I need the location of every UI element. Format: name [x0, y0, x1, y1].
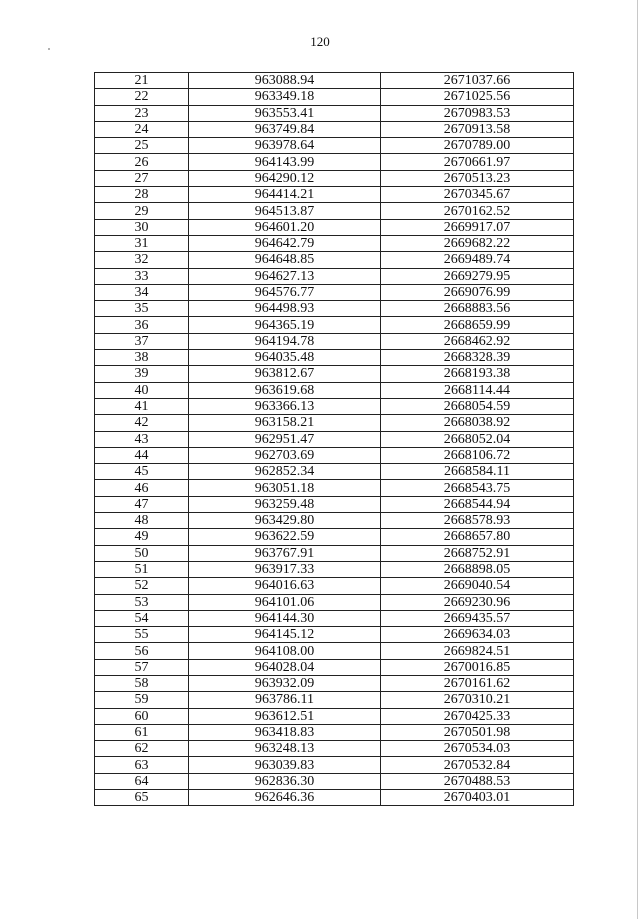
y-coordinate-cell: 2670983.53	[381, 105, 574, 121]
table-row	[95, 89, 574, 105]
y-coordinate-cell: 2668544.94	[381, 496, 574, 512]
x-coordinate-cell: 964016.63	[189, 578, 381, 594]
x-coordinate-cell: 963429.80	[189, 513, 381, 529]
point-number-cell: 60	[95, 708, 189, 724]
table-row	[95, 773, 574, 789]
point-number-cell: 26	[95, 154, 189, 170]
x-coordinate-cell: 964513.87	[189, 203, 381, 219]
point-number-cell: 31	[95, 235, 189, 251]
x-coordinate-cell: 963158.21	[189, 415, 381, 431]
point-number-cell: 23	[95, 105, 189, 121]
point-number-cell: 55	[95, 627, 189, 643]
x-coordinate-cell: 964194.78	[189, 333, 381, 349]
y-coordinate-cell: 2670425.33	[381, 708, 574, 724]
point-number-cell: 34	[95, 284, 189, 300]
point-number-cell: 35	[95, 301, 189, 317]
y-coordinate-cell: 2668054.59	[381, 398, 574, 414]
table-row	[95, 675, 574, 691]
table-row	[95, 724, 574, 740]
point-number-cell: 57	[95, 659, 189, 675]
point-number-cell: 59	[95, 692, 189, 708]
x-coordinate-cell: 964498.93	[189, 301, 381, 317]
point-number-cell: 39	[95, 366, 189, 382]
point-number-cell: 33	[95, 268, 189, 284]
point-number-cell: 44	[95, 447, 189, 463]
y-coordinate-cell: 2668659.99	[381, 317, 574, 333]
y-coordinate-cell: 2669917.07	[381, 219, 574, 235]
table-row	[95, 187, 574, 203]
table-row	[95, 627, 574, 643]
point-number-cell: 48	[95, 513, 189, 529]
table-row	[95, 496, 574, 512]
x-coordinate-cell: 963786.11	[189, 692, 381, 708]
point-number-cell: 40	[95, 382, 189, 398]
point-number-cell: 51	[95, 561, 189, 577]
y-coordinate-cell: 2669230.96	[381, 594, 574, 610]
table-row	[95, 219, 574, 235]
x-coordinate-cell: 962703.69	[189, 447, 381, 463]
point-number-cell: 29	[95, 203, 189, 219]
y-coordinate-cell: 2668193.38	[381, 366, 574, 382]
table-row	[95, 398, 574, 414]
x-coordinate-cell: 964414.21	[189, 187, 381, 203]
table-row	[95, 252, 574, 268]
y-coordinate-cell: 2670016.85	[381, 659, 574, 675]
x-coordinate-cell: 964145.12	[189, 627, 381, 643]
x-coordinate-cell: 964144.30	[189, 610, 381, 626]
point-number-cell: 24	[95, 121, 189, 137]
table-row	[95, 382, 574, 398]
x-coordinate-cell: 964035.48	[189, 350, 381, 366]
y-coordinate-cell: 2669435.57	[381, 610, 574, 626]
x-coordinate-cell: 963259.48	[189, 496, 381, 512]
x-coordinate-cell: 963088.94	[189, 73, 381, 89]
y-coordinate-cell: 2668584.11	[381, 464, 574, 480]
point-number-cell: 41	[95, 398, 189, 414]
point-number-cell: 38	[95, 350, 189, 366]
y-coordinate-cell: 2668106.72	[381, 447, 574, 463]
point-number-cell: 47	[95, 496, 189, 512]
y-coordinate-cell: 2670161.62	[381, 675, 574, 691]
x-coordinate-cell: 963812.67	[189, 366, 381, 382]
y-coordinate-cell: 2668883.56	[381, 301, 574, 317]
y-coordinate-cell: 2669634.03	[381, 627, 574, 643]
y-coordinate-cell: 2670913.58	[381, 121, 574, 137]
table-row	[95, 333, 574, 349]
x-coordinate-cell: 964290.12	[189, 170, 381, 186]
table-row	[95, 692, 574, 708]
table-row	[95, 350, 574, 366]
point-number-cell: 45	[95, 464, 189, 480]
y-coordinate-cell: 2668898.05	[381, 561, 574, 577]
table-row	[95, 268, 574, 284]
point-number-cell: 42	[95, 415, 189, 431]
x-coordinate-cell: 964601.20	[189, 219, 381, 235]
y-coordinate-cell: 2668543.75	[381, 480, 574, 496]
point-number-cell: 22	[95, 89, 189, 105]
table-row	[95, 284, 574, 300]
table-row	[95, 610, 574, 626]
x-coordinate-cell: 964028.04	[189, 659, 381, 675]
x-coordinate-cell: 963349.18	[189, 89, 381, 105]
table-row	[95, 741, 574, 757]
scan-edge-line	[637, 0, 638, 919]
point-number-cell: 63	[95, 757, 189, 773]
table-row	[95, 545, 574, 561]
point-number-cell: 61	[95, 724, 189, 740]
table-row	[95, 480, 574, 496]
y-coordinate-cell: 2670789.00	[381, 138, 574, 154]
table-row	[95, 170, 574, 186]
point-number-cell: 54	[95, 610, 189, 626]
y-coordinate-cell: 2670162.52	[381, 203, 574, 219]
y-coordinate-cell: 2671037.66	[381, 73, 574, 89]
table-row	[95, 447, 574, 463]
table-row	[95, 659, 574, 675]
table-row	[95, 513, 574, 529]
point-number-cell: 50	[95, 545, 189, 561]
table-row	[95, 708, 574, 724]
point-number-cell: 36	[95, 317, 189, 333]
point-number-cell: 25	[95, 138, 189, 154]
point-number-cell: 37	[95, 333, 189, 349]
y-coordinate-cell: 2670310.21	[381, 692, 574, 708]
table-row	[95, 317, 574, 333]
table-row	[95, 121, 574, 137]
point-number-cell: 58	[95, 675, 189, 691]
x-coordinate-cell: 964108.00	[189, 643, 381, 659]
y-coordinate-cell: 2669040.54	[381, 578, 574, 594]
y-coordinate-cell: 2670488.53	[381, 773, 574, 789]
table-row	[95, 578, 574, 594]
x-coordinate-cell: 962646.36	[189, 790, 381, 806]
point-number-cell: 65	[95, 790, 189, 806]
x-coordinate-cell: 964143.99	[189, 154, 381, 170]
y-coordinate-cell: 2668038.92	[381, 415, 574, 431]
y-coordinate-cell: 2670501.98	[381, 724, 574, 740]
x-coordinate-cell: 963248.13	[189, 741, 381, 757]
point-number-cell: 49	[95, 529, 189, 545]
x-coordinate-cell: 964642.79	[189, 235, 381, 251]
y-coordinate-cell: 2669682.22	[381, 235, 574, 251]
x-coordinate-cell: 963932.09	[189, 675, 381, 691]
y-coordinate-cell: 2668052.04	[381, 431, 574, 447]
table-row	[95, 643, 574, 659]
point-number-cell: 28	[95, 187, 189, 203]
point-number-cell: 32	[95, 252, 189, 268]
table-row	[95, 594, 574, 610]
table-row	[95, 790, 574, 806]
table-row	[95, 138, 574, 154]
y-coordinate-cell: 2669279.95	[381, 268, 574, 284]
page-number: 120	[310, 34, 330, 49]
y-coordinate-cell: 2670534.03	[381, 741, 574, 757]
point-number-cell: 27	[95, 170, 189, 186]
point-number-cell: 43	[95, 431, 189, 447]
table-row	[95, 431, 574, 447]
y-coordinate-cell: 2670532.84	[381, 757, 574, 773]
x-coordinate-cell: 964627.13	[189, 268, 381, 284]
y-coordinate-cell: 2668752.91	[381, 545, 574, 561]
table-row	[95, 203, 574, 219]
y-coordinate-cell: 2668462.92	[381, 333, 574, 349]
y-coordinate-cell: 2669076.99	[381, 284, 574, 300]
table-row	[95, 529, 574, 545]
x-coordinate-cell: 964101.06	[189, 594, 381, 610]
y-coordinate-cell: 2670403.01	[381, 790, 574, 806]
table-row	[95, 415, 574, 431]
y-coordinate-cell: 2669489.74	[381, 252, 574, 268]
x-coordinate-cell: 963553.41	[189, 105, 381, 121]
x-coordinate-cell: 963039.83	[189, 757, 381, 773]
point-number-cell: 21	[95, 73, 189, 89]
coordinates-table	[94, 72, 574, 806]
table-row	[95, 301, 574, 317]
table-row	[95, 154, 574, 170]
point-number-cell: 30	[95, 219, 189, 235]
x-coordinate-cell: 964648.85	[189, 252, 381, 268]
table-row	[95, 105, 574, 121]
y-coordinate-cell: 2670345.67	[381, 187, 574, 203]
coordinates-table-body	[95, 73, 574, 806]
x-coordinate-cell: 963366.13	[189, 398, 381, 414]
x-coordinate-cell: 963749.84	[189, 121, 381, 137]
x-coordinate-cell: 964365.19	[189, 317, 381, 333]
point-number-cell: 46	[95, 480, 189, 496]
y-coordinate-cell: 2671025.56	[381, 89, 574, 105]
point-number-cell: 53	[95, 594, 189, 610]
table-row	[95, 561, 574, 577]
x-coordinate-cell: 963619.68	[189, 382, 381, 398]
table-row	[95, 464, 574, 480]
scan-speck	[48, 48, 50, 50]
x-coordinate-cell: 963917.33	[189, 561, 381, 577]
x-coordinate-cell: 962836.30	[189, 773, 381, 789]
table-row	[95, 235, 574, 251]
y-coordinate-cell: 2668114.44	[381, 382, 574, 398]
y-coordinate-cell: 2668578.93	[381, 513, 574, 529]
x-coordinate-cell: 963612.51	[189, 708, 381, 724]
y-coordinate-cell: 2670513.23	[381, 170, 574, 186]
point-number-cell: 64	[95, 773, 189, 789]
x-coordinate-cell: 963418.83	[189, 724, 381, 740]
x-coordinate-cell: 963978.64	[189, 138, 381, 154]
point-number-cell: 56	[95, 643, 189, 659]
x-coordinate-cell: 963767.91	[189, 545, 381, 561]
y-coordinate-cell: 2670661.97	[381, 154, 574, 170]
x-coordinate-cell: 962852.34	[189, 464, 381, 480]
point-number-cell: 52	[95, 578, 189, 594]
point-number-cell: 62	[95, 741, 189, 757]
x-coordinate-cell: 963622.59	[189, 529, 381, 545]
table-row	[95, 757, 574, 773]
y-coordinate-cell: 2668328.39	[381, 350, 574, 366]
x-coordinate-cell: 964576.77	[189, 284, 381, 300]
table-row	[95, 366, 574, 382]
table-row	[95, 73, 574, 89]
y-coordinate-cell: 2668657.80	[381, 529, 574, 545]
y-coordinate-cell: 2669824.51	[381, 643, 574, 659]
x-coordinate-cell: 962951.47	[189, 431, 381, 447]
x-coordinate-cell: 963051.18	[189, 480, 381, 496]
